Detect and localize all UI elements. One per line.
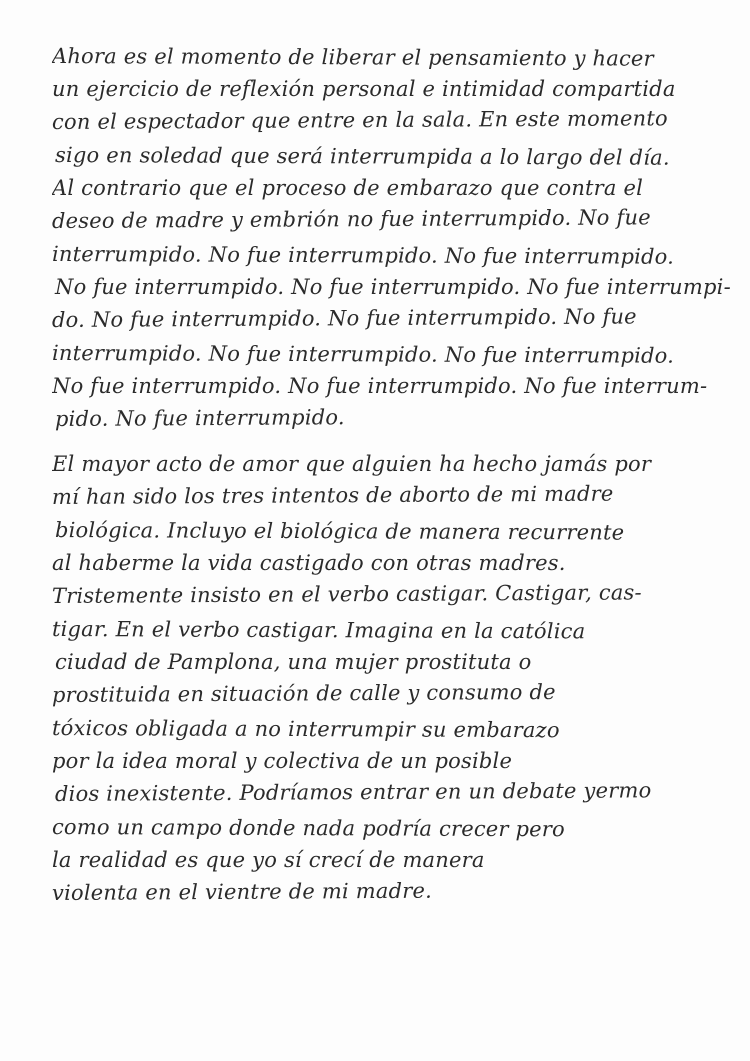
handwritten-text <box>52 40 732 910</box>
text-line: dios inexistente. Podríamos entrar en un debate yermo <box>54 778 652 806</box>
text-line: Tristemente insisto en el verbo castigar. Castigar, cas- <box>51 580 642 608</box>
text-line: tigar. En el verbo castigar. Imagina en la católica <box>51 617 586 644</box>
text-line: interrumpido. No fue interrumpido. No fue interrumpido. <box>51 341 675 368</box>
text-line: tóxicos obligada a no interrumpir su embarazo <box>51 716 560 743</box>
text-line: como un campo donde nada podría crecer pero <box>51 815 565 842</box>
text-line: biológica. Incluyo el biológica de manera recurrente <box>54 518 625 545</box>
text-line: deseo de madre y embrión no fue interrumpido. No fue <box>51 205 651 233</box>
text-line: por la idea moral y colectiva de un posible <box>52 749 513 773</box>
text-line: ciudad de Pamplona, una mujer prostituta o <box>55 650 532 674</box>
text-line: Ahora es el momento de liberar el pensamiento y hacer <box>51 44 654 71</box>
text-line: do. No fue interrumpido. No fue interrumpido. No fue <box>51 304 637 332</box>
text-line: sigo en soledad que será interrumpida a lo largo del día. <box>54 143 670 170</box>
text-line: pido. No fue interrumpido. <box>54 405 345 431</box>
text-line: El mayor acto de amor que alguien ha hecho jamás por <box>52 452 652 476</box>
text-line: Al contrario que el proceso de embarazo que contra el <box>52 176 644 200</box>
text-line: No fue interrumpido. No fue interrumpido. No fue interrumpi- <box>55 275 731 299</box>
text-line: violenta en el vientre de mi madre. <box>51 878 433 905</box>
text-line: interrumpido. No fue interrumpido. No fue interrumpido. <box>51 242 675 269</box>
text-line: la realidad es que yo sí crecí de manera <box>52 848 485 872</box>
text-line: mí han sido los tres intentos de aborto de mi madre <box>51 481 614 509</box>
text-line: con el espectador que entre en la sala. En este momento <box>51 106 668 134</box>
text-line: al haberme la vida castigado con otras madres. <box>52 551 566 575</box>
text-line: un ejercicio de reflexión personal e intimidad compartida <box>52 77 676 101</box>
text-line: No fue interrumpido. No fue interrumpido. No fue interrum- <box>52 374 708 398</box>
text-line: prostituida en situación de calle y consumo de <box>51 679 556 707</box>
